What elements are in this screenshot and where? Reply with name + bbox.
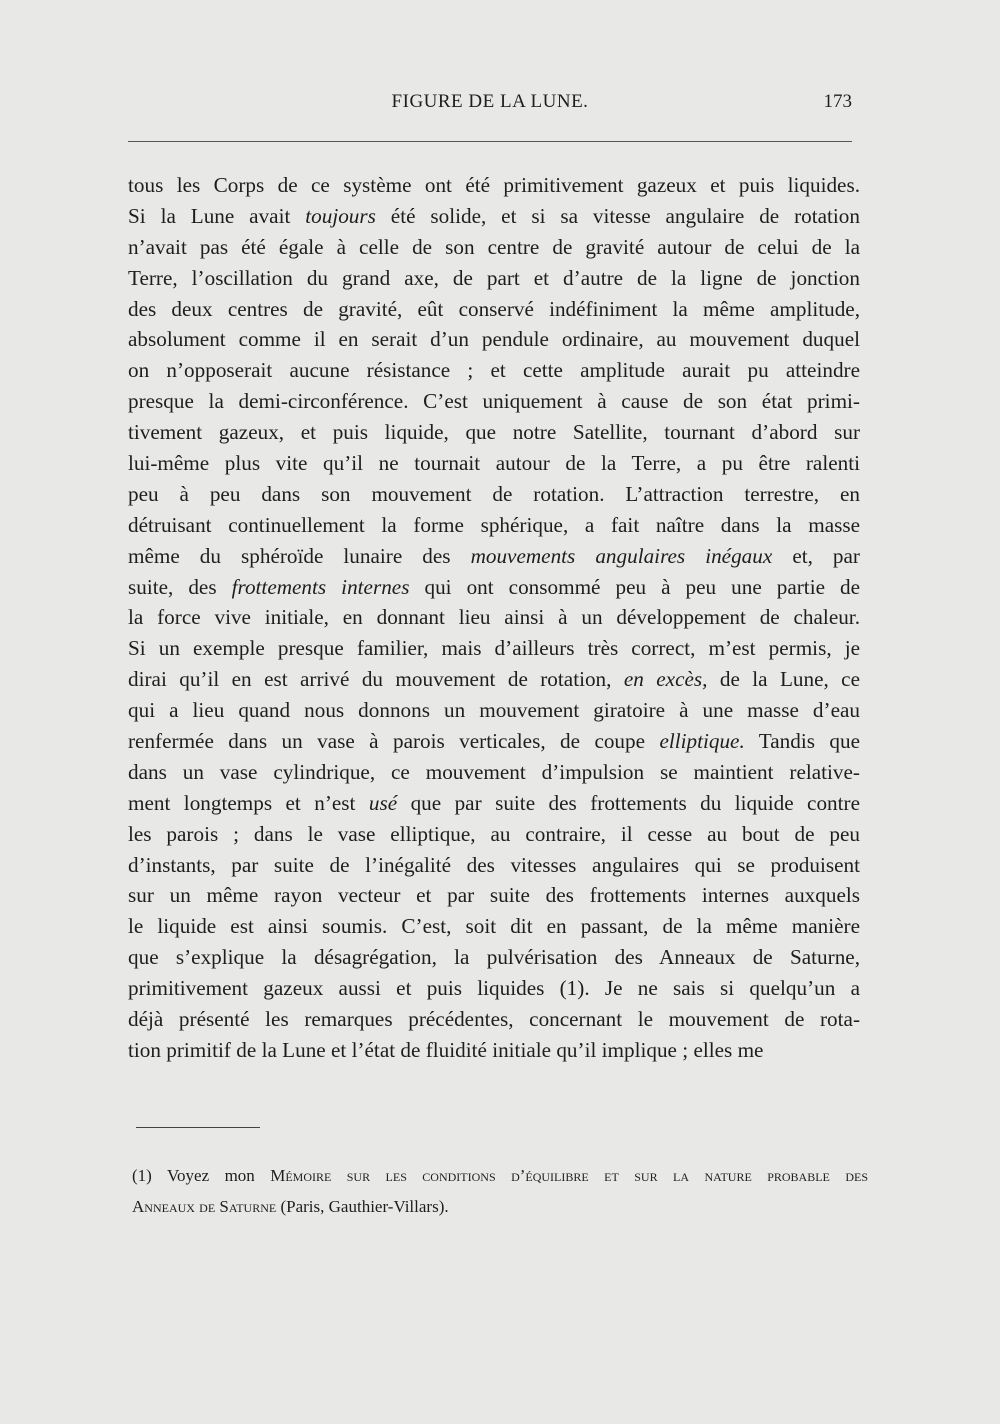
text-line (128, 726, 860, 757)
text-segment: même du sphéroïde lunaire des (128, 543, 471, 568)
italic-phrase: usé (368, 790, 398, 815)
text-line (128, 1035, 860, 1066)
text-segment: ment longtemps et n’est (128, 790, 369, 815)
text-segment: été solide, et si sa vitesse angulaire de rotation (375, 203, 860, 228)
text-segment: détruisant continuellement la forme sphérique, a fait naître dans la masse (128, 512, 860, 537)
text-line (128, 170, 860, 201)
text-line (128, 479, 860, 510)
text-line (128, 819, 860, 850)
text-segment: dans un vase cylindrique, ce mouvement d’impulsion se maintient relative- (128, 759, 860, 784)
footnote (132, 1162, 868, 1224)
footnote-memoir-title-end: Anneaux de Saturne (132, 1196, 277, 1216)
text-segment: des deux centres de gravité, eût conservé indéfiniment la même amplitude, (128, 296, 860, 321)
text-line (128, 788, 860, 819)
footnote-line (132, 1162, 868, 1193)
text-segment: que par suite des frottements du liquide contre (397, 790, 860, 815)
text-segment: Terre, l’oscillation du grand axe, de part et d’autre de la ligne de jonction (128, 265, 860, 290)
text-segment: renfermée dans un vase à parois verticales, de coupe (128, 729, 660, 754)
header-rule (128, 141, 852, 142)
text-segment: le liquide est ainsi soumis. C’est, soit dit en passant, de la même manière (128, 914, 860, 939)
text-segment: Si la Lune avait (128, 203, 306, 228)
text-line (128, 324, 860, 355)
text-line (128, 1004, 860, 1035)
text-segment: qui ont consommé peu à peu une partie de (409, 574, 861, 599)
footnote-marker: (1) (132, 1166, 152, 1185)
text-line (128, 602, 860, 633)
text-segment: tivement gazeux, et puis liquide, que notre Satellite, tournant d’abord sur (128, 420, 860, 445)
text-segment: lui-même plus vite qu’il ne tournait autour de la Terre, a pu être ralenti (128, 451, 860, 476)
italic-phrase: frottements internes (231, 574, 410, 599)
text-line (128, 572, 860, 603)
text-line (128, 294, 860, 325)
body-text (128, 170, 860, 1066)
text-segment: de la Lune, ce (707, 667, 860, 692)
text-line (128, 510, 860, 541)
text-segment: Si un exemple presque familier, mais d’ailleurs très correct, m’est permis, je (128, 636, 860, 661)
text-line (128, 355, 860, 386)
text-line (128, 232, 860, 263)
text-segment: que s’explique la désagrégation, la pulvérisation des Anneaux de Saturne, (128, 945, 860, 970)
italic-phrase: mouvements angulaires inégaux (470, 543, 773, 568)
text-segment: on n’opposerait aucune résistance ; et cette amplitude aurait pu atteindre (128, 358, 860, 383)
footnote-memoir-title: Mémoire sur les conditions d’équilibre et sur la nature probable des (270, 1166, 868, 1185)
running-title: FIGURE DE LA LUNE. (391, 91, 589, 112)
text-line (128, 201, 860, 232)
text-segment: la force vive initiale, en donnant lieu ainsi à un développement de chaleur. (128, 605, 860, 630)
text-segment: et, par (772, 543, 860, 568)
italic-phrase: toujours (305, 203, 376, 228)
text-segment: presque la demi-circonférence. C’est uniquement à cause de son état primi- (128, 389, 860, 414)
text-line (128, 973, 860, 1004)
text-line (128, 911, 860, 942)
text-segment: les parois ; dans le vase elliptique, au contraire, il cesse au bout de peu (128, 821, 860, 846)
text-line (128, 417, 860, 448)
text-segment: tion primitif de la Lune et l’état de fluidité initiale qu’il implique ; elles me (128, 1037, 764, 1062)
text-segment: déjà présenté les remarques précédentes, concernant le mouvement de rota- (128, 1007, 860, 1032)
text-segment: d’instants, par suite de l’inégalité des vitesses angulaires qui se produisent (128, 852, 860, 877)
text-segment: n’avait pas été égale à celle de son centre de gravité autour de celui de la (128, 234, 860, 259)
text-line (128, 942, 860, 973)
text-line (128, 386, 860, 417)
text-segment: suite, des (128, 574, 232, 599)
text-segment: sur un même rayon vecteur et par suite des frottements internes auxquels (128, 883, 860, 908)
page-header (128, 91, 852, 123)
footnote-publisher: (Paris, Gauthier-Villars). (276, 1196, 449, 1216)
footnote-rule (136, 1127, 260, 1128)
text-line (128, 664, 860, 695)
text-segment: absolument comme il en serait d’un pendule ordinaire, au mouvement duquel (128, 327, 860, 352)
footnote-text: Voyez mon (151, 1166, 271, 1185)
text-segment: dirai qu’il en est arrivé du mouvement de rotation, (128, 667, 624, 692)
text-segment: qui a lieu quand nous donnons un mouvement giratoire à une masse d’eau (128, 698, 860, 723)
text-line (128, 850, 860, 881)
text-line (128, 633, 860, 664)
footnote-line (132, 1193, 868, 1224)
page-number: 173 (823, 91, 852, 112)
text-segment: peu à peu dans son mouvement de rotation. L’attraction terrestre, en (128, 481, 860, 506)
text-segment: tous les Corps de ce système ont été primitivement gazeux et puis liquides. (128, 173, 860, 197)
text-segment: Tandis que (744, 729, 860, 754)
text-line (128, 541, 860, 572)
italic-phrase: elliptique. (659, 729, 745, 754)
text-line (128, 263, 860, 294)
text-line (128, 448, 860, 479)
text-segment: primitivement gazeux aussi et puis liquides (1). Je ne sais si quelqu’un a (128, 976, 860, 1001)
text-line (128, 880, 860, 911)
text-line (128, 695, 860, 726)
italic-phrase: en excès, (623, 667, 708, 692)
text-line (128, 757, 860, 788)
